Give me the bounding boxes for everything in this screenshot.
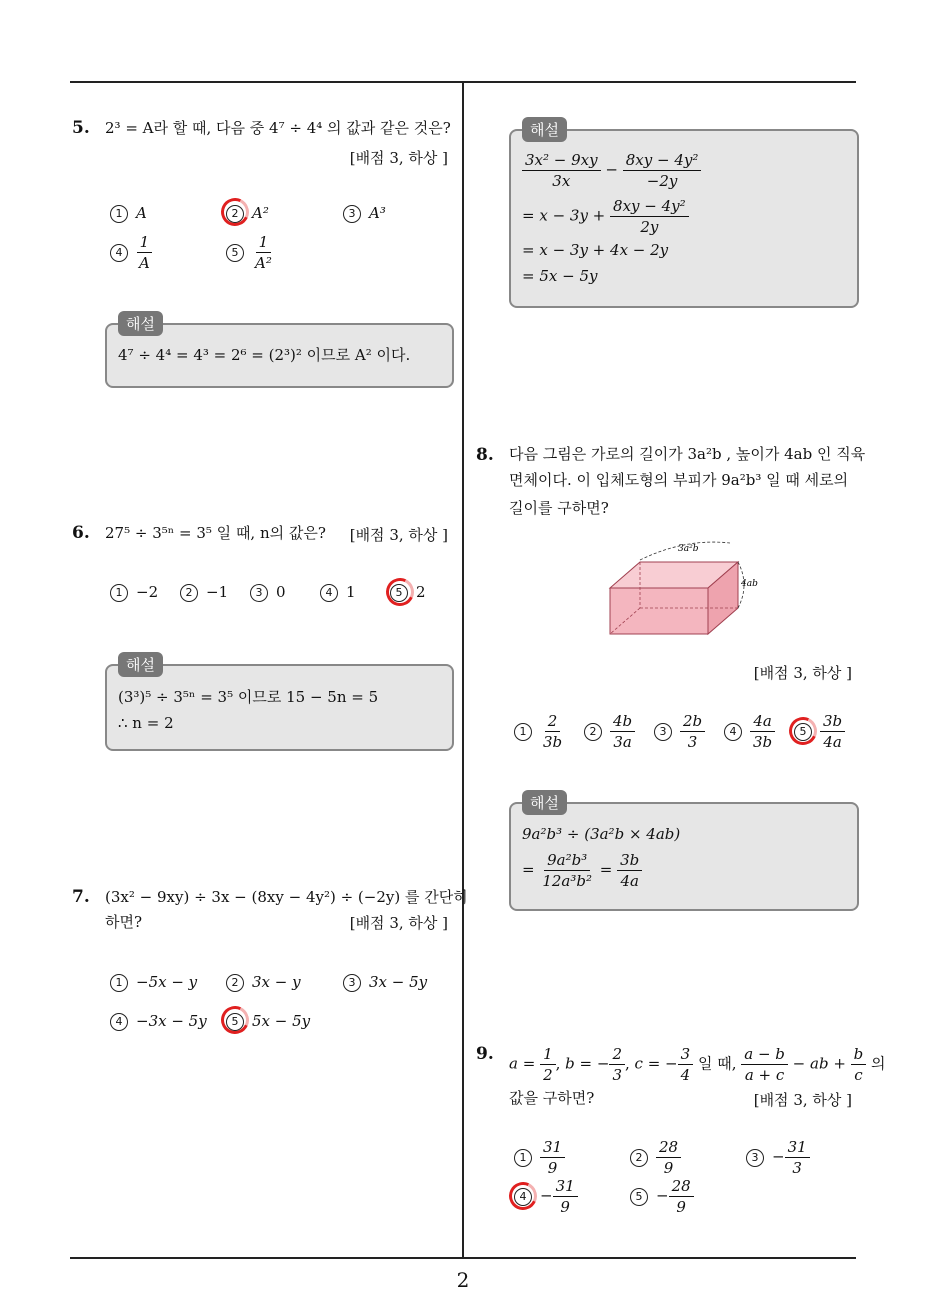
q7-solution-line-4: = 5x − 5y	[522, 267, 598, 285]
q6-option-2[interactable]: 2 −1	[180, 583, 228, 602]
q7-solution-line-2: = x − 3y + $\frac{\text{8xy − 4y²}}{2y}$	[522, 196, 689, 237]
q6-option-1[interactable]: 1 −2	[110, 583, 158, 602]
page-number: 2	[456, 1268, 470, 1292]
q9-option-4[interactable]: 4 − $\frac{31}{9}$	[514, 1176, 578, 1217]
fraction: $\frac{31}{9}$	[553, 1176, 578, 1217]
option-number: 3	[250, 584, 268, 602]
q7-score: [배점 3, 하상 ]	[349, 914, 448, 932]
q9-question-line-2: 값을 구하면?	[509, 1089, 595, 1107]
q9-option-2[interactable]	[630, 1137, 681, 1178]
q7-solution-tag: 해설	[522, 117, 567, 142]
q8-option-3[interactable]	[654, 711, 705, 752]
q6-selected-mark	[382, 574, 418, 610]
q9-option-5[interactable]: 5 − $\frac{28}{9}$	[630, 1176, 694, 1217]
option-number: 2	[226, 205, 244, 223]
q8-question-line-3: 길이를 구하면?	[509, 499, 609, 517]
column-divider	[462, 81, 464, 1259]
q6-number: 6.	[72, 523, 90, 543]
option-number: 5	[226, 1013, 244, 1031]
option-number: 2	[180, 584, 198, 602]
q7-option-2[interactable]: 2 3x − y	[226, 973, 301, 992]
q5-option-4[interactable]	[110, 232, 153, 273]
q8-score: [배점 3, 하상 ]	[753, 664, 852, 682]
fraction: $\frac{b}{c}$	[851, 1044, 867, 1085]
q6-option-5[interactable]: 5 2	[390, 583, 426, 602]
q5-solution-text: 4⁷ ÷ 4⁴ = 4³ = 2⁶ = (2³)² 이므로 A² 이다.	[118, 346, 411, 364]
fraction: $\frac{3b}{4a}$	[617, 850, 642, 891]
q9-option-1[interactable]	[514, 1137, 565, 1178]
q6-option-4[interactable]: 4 1	[320, 583, 356, 602]
fraction: $\frac{1}{2}$	[540, 1044, 556, 1085]
option-number: 1	[514, 723, 532, 741]
q7-option-3[interactable]: 3 3x − 5y	[343, 973, 427, 992]
option-number: 2	[226, 974, 244, 992]
fraction: $\frac{1}{\text{A²}}$	[255, 233, 272, 272]
fraction: $\frac{\text{9a²b³}}{\text{12a³b²}}$	[542, 851, 593, 890]
q7-solution-line-3: = x − 3y + 4x − 2y	[522, 241, 669, 259]
q7-option-1[interactable]: 1 −5x − y	[110, 973, 197, 992]
fraction: $\frac{1}{A}$	[136, 232, 153, 273]
fraction: $\frac{\text{8xy − 4y²}}{2y}$	[610, 196, 689, 237]
q5-option-5[interactable]	[226, 232, 275, 273]
option-number: 3	[654, 723, 672, 741]
option-number: 5	[794, 723, 812, 741]
q8-number: 8.	[476, 445, 494, 465]
q8-solution-line-1: 9a²b³ ÷ (3a²b × 4ab)	[522, 825, 681, 843]
q8-question-line-2: 면체이다. 이 입체도형의 부피가 9a²b³ 일 때 세로의	[509, 471, 849, 489]
q7-option-4[interactable]: 4 −3x − 5y	[110, 1012, 207, 1031]
option-number: 1	[110, 584, 128, 602]
option-number: 4	[320, 584, 338, 602]
option-number: 4	[724, 723, 742, 741]
q7-question-line-2: 하면?	[105, 913, 143, 931]
q8-option-2[interactable]	[584, 711, 635, 752]
q8-solution-line-2: = $\frac{\text{9a²b³}}{\text{12a³b²}}$ = $\frac{3b}{4a}$	[522, 850, 642, 891]
q7-question-line-1: (3x² − 9xy) ÷ 3x − (8xy − 4y²) ÷ (−2y) 를 간단히	[105, 888, 468, 906]
option-number: 4	[514, 1188, 532, 1206]
q8-question-line-1: 다음 그림은 가로의 길이가 3a²b , 높이가 4ab 인 직육	[509, 445, 866, 463]
prism-front-face	[610, 588, 708, 634]
fraction: $\frac{2b}{3}$	[680, 711, 705, 752]
q6-score: [배점 3, 하상 ]	[349, 526, 448, 544]
option-number: 5	[226, 244, 244, 262]
q9-score: [배점 3, 하상 ]	[753, 1091, 852, 1109]
fraction: $\frac{2}{3b}$	[543, 712, 563, 751]
fraction: $\frac{\text{8xy − 4y²}}{-2y}$	[623, 150, 702, 191]
q5-question-text: 2³ = A라 할 때, 다음 중 4⁷ ÷ 4⁴ 의 값과 같은 것은?	[105, 119, 451, 137]
q7-number: 7.	[72, 887, 90, 907]
fraction: $\frac{2}{3}$	[609, 1044, 625, 1085]
fraction: $\frac{3}{4}$	[678, 1044, 694, 1085]
prism-width-label: 3a²b	[678, 544, 699, 554]
q8-option-1[interactable]	[514, 711, 565, 752]
option-number: 2	[630, 1149, 648, 1167]
option-number: 5	[630, 1188, 648, 1206]
q6-question-text: 27⁵ ÷ 3⁵ⁿ = 3⁵ 일 때, n의 값은?	[105, 524, 326, 542]
rectangular-prism-figure	[600, 538, 770, 643]
option-number: 1	[110, 974, 128, 992]
fraction: $\frac{a - b}{a + c}$	[741, 1044, 788, 1085]
q5-option-1[interactable]: 1 A	[110, 204, 147, 223]
option-number: 1	[110, 205, 128, 223]
q9-question-line-1: a = $\frac{1}{2}$ , b = − $\frac{2}{3}$ , c = − $\frac{3}{4}$ 일 때, $\frac{a - b}{a + c}$ − ab + $\frac{b}{c}$ 의	[509, 1045, 886, 1084]
q5-option-2[interactable]: 2 A²	[226, 204, 269, 223]
option-number: 3	[746, 1149, 764, 1167]
fraction: $\frac{28}{9}$	[669, 1176, 694, 1217]
fraction: $\frac{31}{9}$	[540, 1137, 565, 1178]
option-number: 4	[110, 1013, 128, 1031]
q5-solution-tag: 해설	[118, 311, 163, 336]
option-number: 4	[110, 244, 128, 262]
option-number: 2	[584, 723, 602, 741]
q7-selected-mark	[217, 1002, 253, 1038]
q6-solution-tag: 해설	[118, 652, 163, 677]
q9-number: 9.	[476, 1044, 494, 1064]
q5-number: 5.	[72, 118, 90, 138]
q7-solution-line-1: $\frac{\text{3x² − 9xy}}{3x}$ − $\frac{\text{8xy − 4y²}}{-2y}$	[522, 150, 701, 191]
q5-selected-mark	[217, 194, 253, 230]
option-number: 3	[343, 205, 361, 223]
fraction: $\frac{4b}{3a}$	[610, 711, 635, 752]
q6-solution-line-1: (3³)⁵ ÷ 3⁵ⁿ = 3⁵ 이므로 15 − 5n = 5	[118, 688, 379, 706]
option-number: 5	[390, 584, 408, 602]
option-number: 3	[343, 974, 361, 992]
q8-option-4[interactable]	[724, 711, 775, 752]
q6-option-3[interactable]: 3 0	[250, 583, 286, 602]
fraction: $\frac{31}{3}$	[785, 1137, 810, 1178]
fraction: $\frac{28}{9}$	[656, 1137, 681, 1178]
q5-score: [배점 3, 하상 ]	[349, 149, 448, 167]
prism-height-label: 4ab	[741, 579, 758, 589]
option-number: 1	[514, 1149, 532, 1167]
q5-option-3[interactable]: 3 A³	[343, 204, 386, 223]
fraction: $\frac{3b}{4a}$	[820, 711, 845, 752]
fraction: $\frac{4a}{3b}$	[750, 711, 775, 752]
q8-solution-tag: 해설	[522, 790, 567, 815]
fraction: $\frac{\text{3x² − 9xy}}{3x}$	[522, 150, 601, 191]
q9-option-3[interactable]: 3 − $\frac{31}{3}$	[746, 1137, 810, 1178]
q7-option-5[interactable]: 5 5x − 5y	[226, 1012, 310, 1031]
q6-solution-line-2: ∴ n = 2	[118, 714, 174, 732]
